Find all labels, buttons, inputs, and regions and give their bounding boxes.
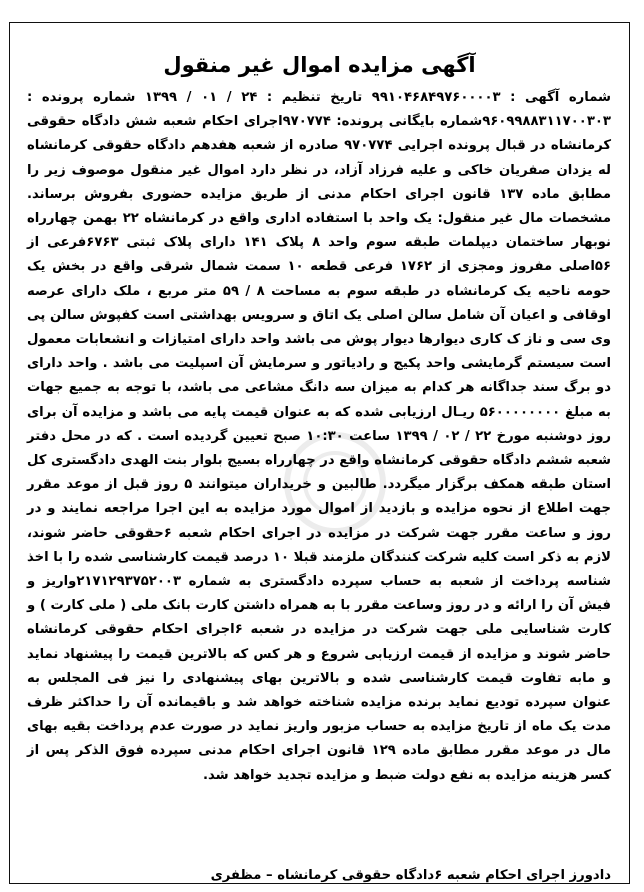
notice-title: آگهی مزایده اموال غیر منقول: [163, 53, 476, 77]
notice-frame: [9, 22, 630, 884]
notice-body: [27, 86, 611, 788]
signature-line: دادورز اجرای احکام شعبه ۶دادگاه حقوقی کرمانشاه – مظفری: [210, 868, 611, 883]
notice-paragraph: شماره آگهی : ۹۹۱۰۴۶۸۴۹۷۶۰۰۰۰۳ تاریخ تنظیم : ۲۴ / ۰۱ / ۱۳۹۹ شماره پرونده : ۹۶۰۹۹۸۸۳۱۱۷۰۰۳۰۳شماره بایگانی پرونده: ۹۷۰۷۷۴اجرای احکام شعبه شش دادگاه حقوقی کرمانشاه در قبال پرونده اجرایی ۹۷۰۷۷۴ صادره از شعبه هفدهم دادگاه حقوقی کرمانشاه له یزدان صفریان خاکی و علیه فرزاد آزاد، در نظر دارد اموال غیر منقول موصوف زیر را مطابق ماده ۱۳۷ قانون اجرای احکام مدنی از طریق مزایده حضوری بفروش برساند. مشخصات مال غیر منقول: یک واحد با استفاده اداری واقع در کرمانشاه ۲۲ بهمن چهارراه نوبهار ساختمان دیپلمات طبقه سوم واحد ۸ پلاک ۱۴۱ دارای پلاک ثبتی ۶۷۶۳فرعی از ۵۶اصلی مفروز ومجزی از ۱۷۶۲ فرعی قطعه ۱۰ سمت شمال شرقی واقع در بخش یک حومه ناحیه یک کرمانشاه در طبقه سوم به مساحت ۸ / ۵۹ متر مربع ، ملک دارای عرصه اوقافی و اعیان آن شامل سالن اصلی یک اتاق و سرویس بهداشتی است کفپوش سالن پی وی سی و ناز ک کاری دیوارها دیوار پوش می باشد واحد دارای امتیازات و انشعابات معمول است سیستم گرمایشی واحد پکیج و رادیاتور و سرمایش آن اسپلیت می باشد . واحد دارای دو برگ سند جداگانه هر کدام به میزان سه دانگ مشاعی می باشد، با توجه به جمیع جهات به مبلغ ۵۶۰۰۰۰۰۰۰۰ ریـال ارزیابی شده که به عنوان قیمت پایه می باشد و مزایده آن برای روز دوشنبه مورخ ۲۲ / ۰۲ / ۱۳۹۹ ساعت ۱۰:۳۰ صبح تعیین گردیده است . که در محل دفتر شعبه ششم دادگاه حقوقی کرمانشاه واقع در چهارراه بسیج بلوار بنت الهدی دادگستری کل استان طبقه همکف برگزار میگردد. طالبین و خریداران میتوانند ۵ روز قبل از موعد مقرر جهت اطلاع از نحوه مزایده و بازدید از اموال مورد مزایده به این اجرا مراجعه نمایند و در روز و ساعت مقرر جهت شرکت در مزایده در اجرای احکام شعبه ۶حقوقی حاضر شوند، لازم به ذکر است کلیه شرکت کنندگان ملزمند قبلا ۱۰ درصد قیمت کارشناسی شده را با اخذ شناسه پرداخت از شعبه به حساب سپرده دادگستری به شماره ۲۱۷۱۲۹۳۷۵۲۰۰۳واریز و فیش آن را ارائه و در روز وساعت مقرر با به همراه داشتن کارت بانک ملی ( ملی کارت ) و کارت شناسایی ملی جهت شرکت در مزایده در شعبه ۶اجرای احکام حقوقی کرمانشاه حاضر شوند و مزایده از قیمت ارزیابی شروع و هر کس که بالاترین قیمت را پیشنهاد نماید و مابه تفاوت قیمت کارشناسی شده و بالاترین بهای پیشنهادی را نیز فی المجلس به عنوان سپرده تودیع نماید برنده مزایده شناخته خواهد شد و باقیمانده آن را حداکثر ظرف مدت یک ماه از تاریخ مزایده به حساب مزبور واریز نماید در صورت عدم پرداخت بقیه بهای مال در موعد مقرر مطابق ماده ۱۲۹ قانون اجرای احکام مدنی سپرده فوق الذکر پس از کسر هزینه مزایده به نفع دولت ضبط و مزایده تجدید خواهد شد.: [27, 90, 612, 783]
notice-signature: [27, 865, 611, 887]
